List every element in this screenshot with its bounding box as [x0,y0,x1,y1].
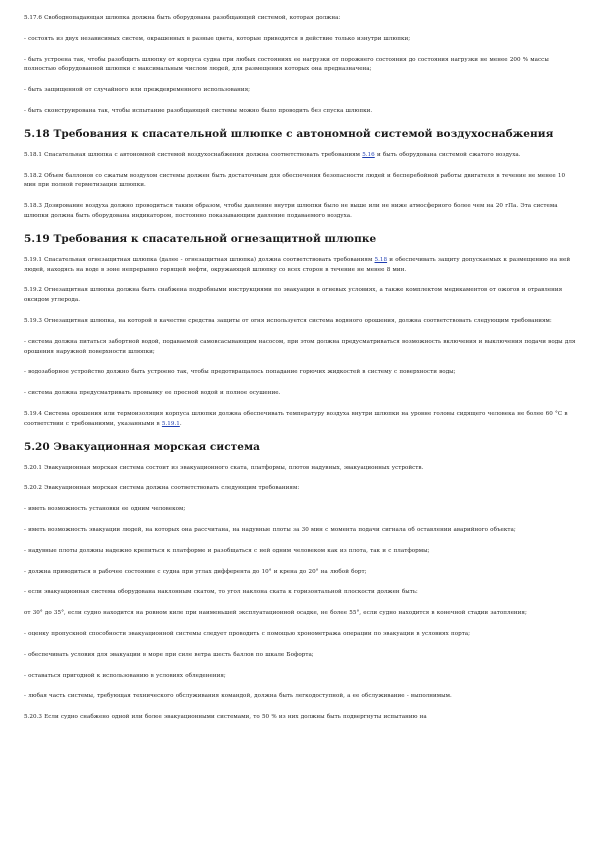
paragraph-5-19-1 [24,256,576,276]
list-item: - быть защищенной от случайного или преждевременного использования; [24,87,251,94]
paragraph-text: и обеспечивать защиту допускаемых к размещению на ней людей, находясь на воде в зоне непрерывно горящей нефти, окружающей шлюпку со всех сторон в течение не менее 8 мин. [24,256,571,273]
link-5-19-1[interactable]: 5.19.1 [161,420,180,427]
list-item: - водозаборное устройство должно быть устроено так, чтобы предотвращалось попадание горючих жидкостей в систему с поверхности воды; [24,369,456,376]
list-item: - если эвакуационная система оборудована наклонным скатом, то угол наклона ската к горизонтальной плоскости должен быть: [24,589,418,596]
list-item: - система должна предусматривать промывку ее пресной водой и полное осушение. [24,390,281,397]
paragraph-text: от 30° до 35°, если судно находится на ровном киле при наименьшей эксплуатационной осадке, не более 55°, если судно находится в конечной стадии затопления; [24,610,527,617]
list-item: - быть устроена так, чтобы разобщить шлюпку от корпуса судна при любых состояниях ее нагрузки от порожнего состояния до состояния нагрузки не менее 200 % массы полностью оборудованной шлюпки с максимальным числом людей, для размещения которых она предназначена; [24,56,549,73]
paragraph-5-20-1: 5.20.1 Эвакуационная морская система состоит из эвакуационного ската, платформы, плотов надувных, эвакуационных устройств. [24,464,424,471]
document-page [24,14,576,734]
paragraph-5-20-3: 5.20.3 Если судно снабжено одной или более эвакуационными системами, то 50 % из них должны быть подвергнуты испытанию на [24,714,427,721]
link-5-16[interactable]: 5.16 [362,151,375,158]
paragraph-5-18-1 [24,151,576,161]
paragraph-text: 5.18.1 Спасательная шлюпка с автономной системой воздухоснабжения должна соответствовать требованиям [24,151,363,158]
list-item: - оценку пропускной способности эвакуационной системы следует проводить с помощью хронометража операции по эвакуации в условиях порта; [24,630,471,637]
paragraph-5-17-6: 5.17.6 Свободнопадающая шлюпка должна быть оборудована разобщающей системой, которая должна: [24,15,341,21]
paragraph-text: и быть оборудована системой сжатого воздуха. [374,151,521,158]
list-item: - иметь возможность установки ее одним человеком; [24,506,186,513]
list-item: - быть сконструирована так, чтобы испытание разобщающей системы можно было проводить без спуска шлюпки. [24,107,373,114]
list-item: - обеспечивать условия для эвакуации в море при силе ветра шесть баллов по шкале Бофорта; [24,651,314,658]
paragraph-text: . [179,420,182,427]
section-heading-5-20: 5.20 Эвакуационная морская система [24,440,260,453]
section-heading-5-19: 5.19 Требования к спасательной огнезащитной шлюпке [24,232,377,245]
paragraph-5-19-4 [24,410,576,430]
list-item: - состоять из двух независимых систем, окрашенных в разные цвета, которые приводятся в действие только изнутри шлюпки; [24,35,411,42]
list-item: - иметь возможность эвакуации людей, на которых она рассчитана, на надувные плоты за 30 мин с момента подачи сигнала об оставлении аварийного объекта; [24,526,516,533]
list-item: - оставаться пригодной к использованию в условиях обледенения; [24,672,226,679]
list-item: - система должна питаться забортной водой, подаваемой самовсасывающим насосом, при этом должна предусматриваться возможность включения и выключения подачи воды для орошения наружной поверхности шлюпки; [24,338,576,355]
paragraph-text: 5.19.1 Спасательная огнезащитная шлюпка (далее - огнезащитная шлюпка) должна соответствовать требованиям [24,256,375,263]
section-heading-5-18: 5.18 Требования к спасательной шлюпке с автономной системой воздухоснабжения [24,127,554,140]
paragraph-5-18-2: 5.18.2 Объем баллонов со сжатым воздухом системы должен быть достаточным для обеспечения безопасности людей и бесперебойной работы двигателя в течение не менее 10 мин при полной герметизации шлюпки. [24,172,566,189]
list-item: - любая часть системы, требующая технического обслуживания командой, должна быть легкодоступной, а ее обслуживание - выполнимым. [24,693,452,700]
paragraph-5-18-3: 5.18.3 Дозирование воздуха должно проводиться таким образом, чтобы давление внутри шлюпки было не выше или не ниже атмосферного более чем на 20 гПа. Эта система шлюпки должна быть оборудована индикатором, постоянно показывающим давление подаваемого воздуха. [24,203,558,219]
paragraph-5-20-2: 5.20.2 Эвакуационная морская система должна соответствовать следующим требованиям: [24,485,300,492]
paragraph-5-19-2: 5.19.2 Огнезащитная шлюпка должна быть снабжена подробными инструкциями по эвакуации в огневых условиях, а также комплектом медикаментов от ожогов и отравления оксидом углерода. [24,287,563,304]
paragraph-text: 5.19.4 Система орошения или термоизоляция корпуса шлюпки должна обеспечивать температуру воздуха внутри шлюпки на уровне головы сидящего человека не более 60 °C в соответствии с требованиями, указанными в [24,410,568,427]
link-5-18[interactable]: 5.18 [374,256,388,263]
list-item: - надувные плоты должны надежно крепиться к платформе и разобщаться с ней одним человеком как из плота, так и с платформы; [24,547,430,554]
paragraph-5-19-3: 5.19.3 Огнезащитная шлюпка, на которой в качестве средства защиты от огня используется система водяного орошения, должна соответствовать следующим требованиям: [24,317,552,324]
list-item: - должна приводиться в рабочее состояние с судна при углах дифферента до 10° и крена до 20° на любой борт; [24,568,367,575]
